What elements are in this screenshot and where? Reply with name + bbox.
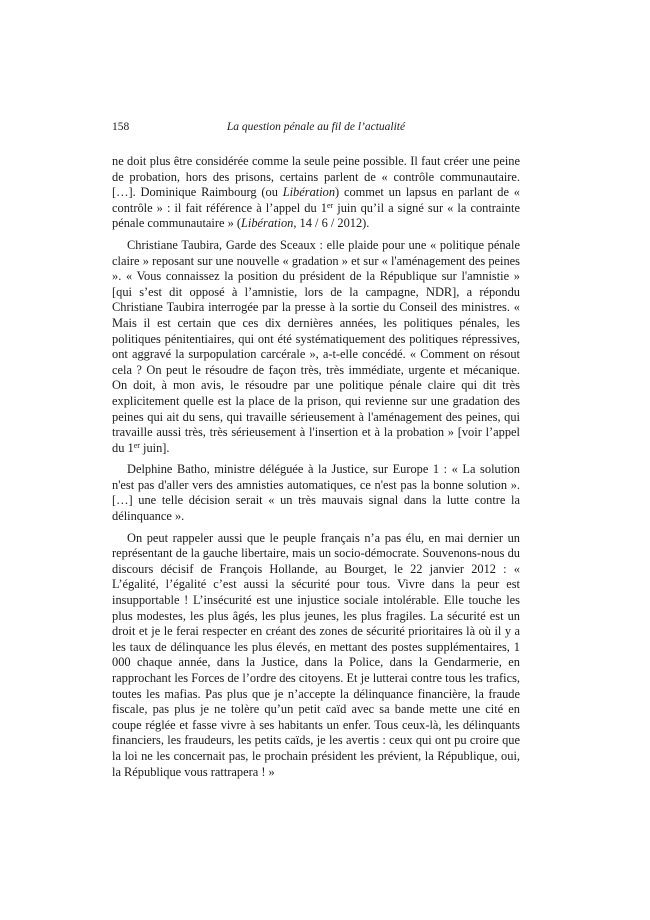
superscript: er [133,440,140,450]
book-page [112,118,520,786]
paragraph [112,462,520,524]
paragraph [112,154,520,232]
italic-text: Libération [282,185,336,200]
italic-text: Libération [241,216,294,231]
text-run: Delphine Batho, ministre déléguée à la Justice, sur Europe 1 : « La solution n'est pas d'aller vers des amnisties automatiques, ce n'est pas la bonne solution ». […] une telle décision serait « un très mauvais signal dans la lutte contre la délinquance ». [112,462,520,524]
text-run: Christiane Taubira, Garde des Sceaux : elle plaide pour une « politique pénale claire » reposant sur une nouvelle « gradation » et sur « l'aménagement des peines ». « Vous connaissez la position du président de la République sur l'amnistie » [qui s’est dit opposé à l’amnistie, lors de la campagne, NDR], a répondu Christiane Taubira interrogée par la presse à la sortie du Conseil des ministres. « Mais il est certain que ces dix dernières années, les politiques pénales, les politiques pénitentiaires, qui ont été systématiquement des politiques répressives, ont aggravé la surpopulation carcérale », a-t-elle concédé. « Comment on résout cela ? On peut le résoudre de façon très, très immédiate, urgente et mécanique. On doit, à mon avis, le résoudre par une politique pénale claire qui dit très explicitement quelle est la place de la prison, qui revienne sur une gradation des peines qui ait du sens, qui travaille sérieusement à l'aménagement des peines, qui travaille aussi très, très sérieusement à l'insertion et à la probation » [voir l’appel du 1 [112,237,520,455]
running-title: La question pénale au fil de l’actualité [226,121,406,133]
text-run: , 14 / 6 / 2012). [293,216,370,231]
page-number: 158 [112,121,130,133]
text-run: ne doit plus être considérée comme la seule peine possible. Il faut créer une peine de probation, hors des prisons, certains parlent de « contrôle communautaire. […]. Dominique Raimbourg (ou [112,154,520,200]
text-run: ) commet un lapsus en parlant de « contrôle » : il fait référence à l’appel du 1 [112,185,520,215]
body-text [112,154,520,780]
paragraph [112,531,520,781]
paragraph [112,238,520,456]
text-run: On peut rappeler aussi que le peuple français n’a pas élu, en mai dernier un représentant de la gauche libertaire, mais un socio-démocrate. Souvenons-nous du discours décisif de François Hollande, au Bourget, le 22 janvier 2012 : « L’égalité, l’égalité c’est aussi la sécurité pour tous. Vivre dans la peur est insupportable ! L’insécurité est une injustice sociale intolérable. Elle touche les plus modestes, les plus âgés, les plus jeunes, les plus fragiles. La sécurité est un droit et je le ferai respecter en créant des zones de sécurité prioritaires là où il y a les taux de délinquance les plus élevés, en mettant des postes supplémentaires, 1 000 chaque année, dans la Justice, dans la Police, dans la Gendarmerie, en rapprochant les Forces de l’ordre des citoyens. Et je lutterai contre tous les trafics, toutes les mafias. Pas plus que je n’accepte la délinquance financière, la fraude fiscale, pas plus je ne tolère qu’un petit caïd avec sa bande mette une cité en coupe réglée et fasse vivre à ses habitants un enfer. Tous ceux-là, les délinquants financiers, les fraudeurs, les petits caïds, je les avertis : ceux qui ont pu croire que la loi ne les concernait pas, le prochain président les prévient, la République, oui, la République vous rattrapera ! » [112,530,520,779]
text-run: juin]. [139,440,170,455]
text-run: juin qu’il a signé sur « la contrainte pénale communautaire » ( [112,200,520,231]
superscript: er [326,200,334,210]
running-header [112,118,520,136]
